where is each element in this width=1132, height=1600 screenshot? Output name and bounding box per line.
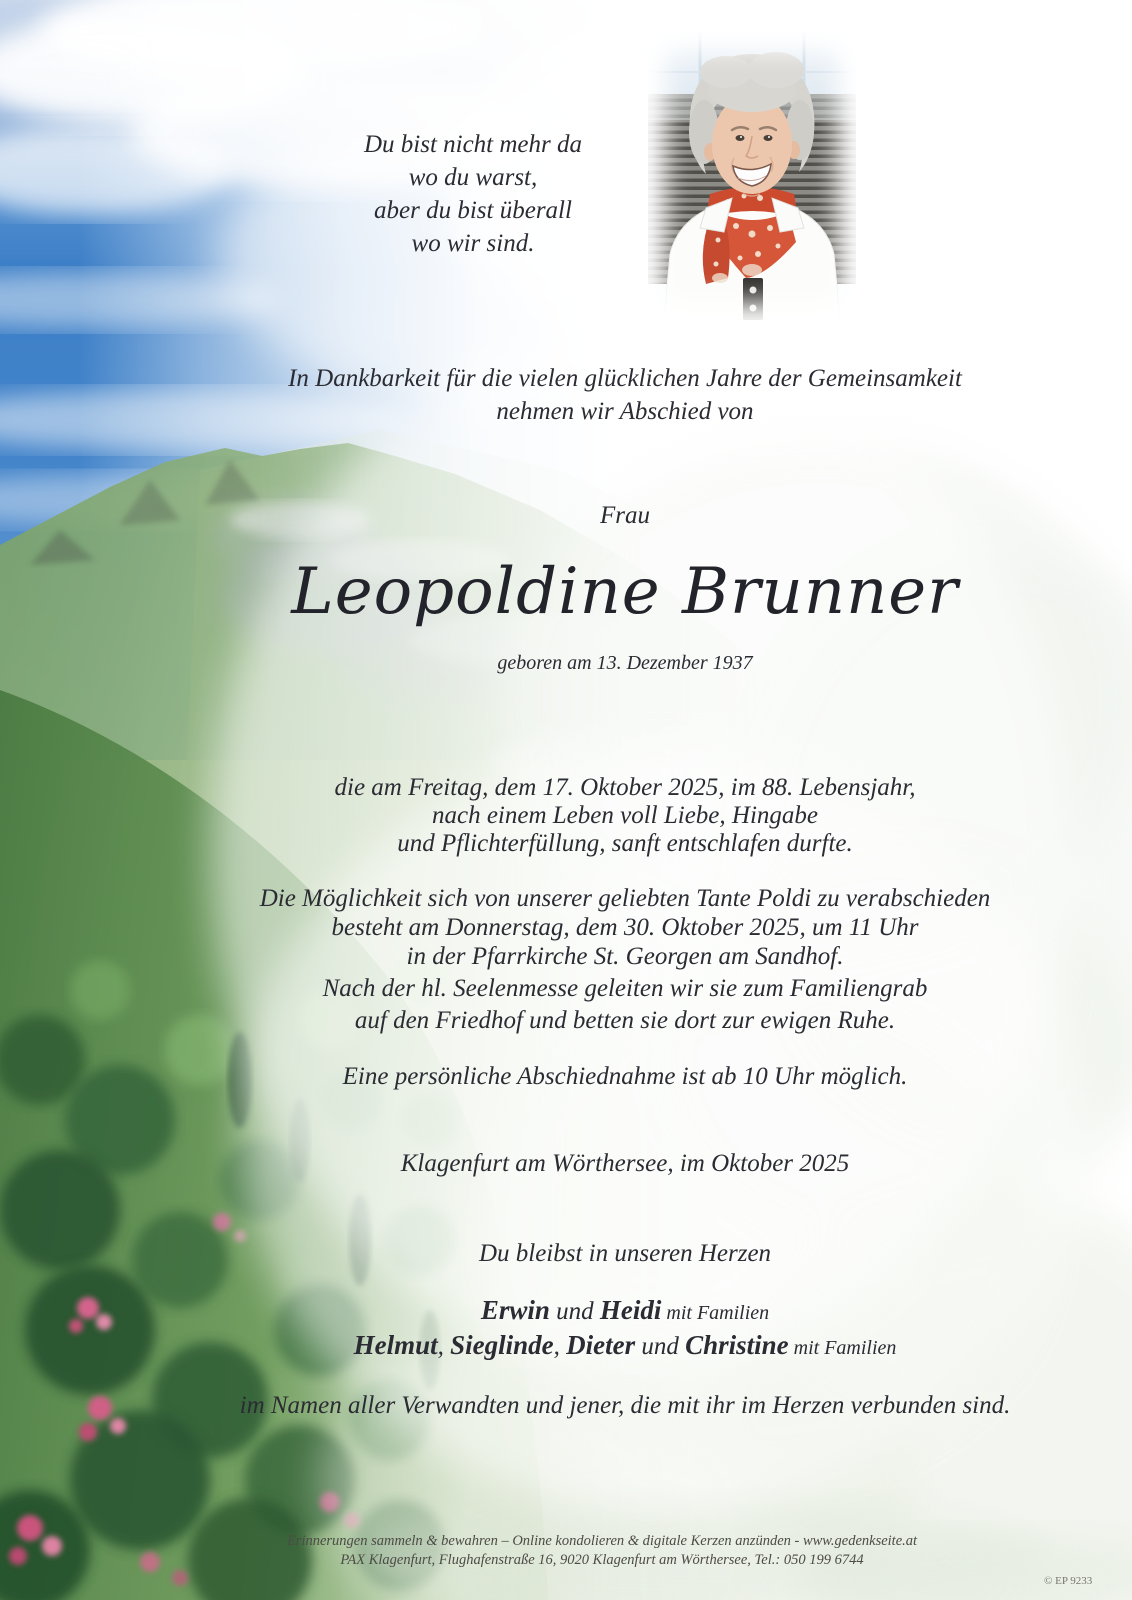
family-member-name: Erwin — [480, 1295, 550, 1325]
family-line-2 — [118, 1330, 1132, 1361]
birth-date: geboren am 13. Dezember 1937 — [497, 652, 753, 674]
farewell-note: Eine persönliche Abschiednahme ist ab 10 Uhr möglich. — [342, 1063, 908, 1090]
salutation: Frau — [600, 502, 650, 529]
intro-text — [118, 362, 1132, 428]
quote-line: wo wir sind. — [411, 230, 535, 257]
family-member-name: Christine — [685, 1330, 789, 1360]
final-line: im Namen aller Verwandten und jener, die mit ihr im Herzen verbunden sind. — [239, 1392, 1011, 1419]
burial-paragraph — [118, 973, 1132, 1037]
family-line-text: mit Familien — [661, 1302, 770, 1324]
paragraph-line: und Pflichterfüllung, sanft entschlafen durfte. — [397, 830, 853, 857]
family-line-text: mit Familien — [788, 1337, 897, 1359]
memorial-quote — [307, 128, 639, 260]
deceased-name: Leopoldine Brunner — [291, 555, 959, 629]
family-member-name: Heidi — [599, 1295, 662, 1325]
paragraph-line: Nach der hl. Seelenmesse geleiten wir sie zum Familiengrab — [322, 975, 928, 1002]
family-member-name: Sieglinde — [450, 1330, 554, 1360]
paragraph-line: die am Freitag, dem 17. Oktober 2025, im 88. Lebensjahr, — [334, 774, 916, 801]
quote-line: Du bist nicht mehr da — [363, 131, 583, 158]
family-line-1 — [118, 1295, 1132, 1326]
print-code: © EP 9233 — [1044, 1575, 1093, 1587]
place-and-date: Klagenfurt am Wörthersee, im Oktober 2025 — [400, 1150, 850, 1177]
service-paragraph — [118, 884, 1132, 971]
family-member-name: Helmut — [353, 1330, 438, 1360]
portrait-illustration — [648, 32, 856, 320]
intro-line: In Dankbarkeit für die vielen glücklichen Jahre der Gemeinsamkeit — [288, 365, 962, 392]
footer-memorial-site: Erinnerungen sammeln & bewahren – Online kondolieren & digitale Kerzen anzünden - www.gedenkseite.at — [286, 1533, 918, 1549]
family-line-text: und — [549, 1298, 600, 1325]
paragraph-line: besteht am Donnerstag, dem 30. Oktober 2025, um 11 Uhr — [331, 914, 919, 941]
death-paragraph — [118, 774, 1132, 858]
footer-funeral-home: PAX Klagenfurt, Flughafenstraße 16, 9020 Klagenfurt am Wörthersee, Tel.: 050 199 6744 — [340, 1552, 864, 1568]
family-line-text: , — [553, 1333, 567, 1360]
quote-line: wo du warst, — [408, 164, 538, 191]
family-member-name: Dieter — [566, 1330, 636, 1360]
family-line-text: und — [635, 1333, 686, 1360]
closing-motto: Du bleibst in unseren Herzen — [478, 1240, 772, 1267]
paragraph-line: auf den Friedhof und betten sie dort zur ewigen Ruhe. — [354, 1007, 896, 1034]
family-line-text: , — [437, 1333, 451, 1360]
paragraph-line: nach einem Leben voll Liebe, Hingabe — [431, 802, 818, 829]
portrait-photo — [648, 32, 856, 320]
quote-line: aber du bist überall — [374, 197, 572, 224]
paragraph-line: in der Pfarrkirche St. Georgen am Sandhof. — [406, 943, 844, 970]
intro-line: nehmen wir Abschied von — [496, 398, 754, 425]
paragraph-line: Die Möglichkeit sich von unserer geliebten Tante Poldi zu verabschieden — [259, 885, 991, 912]
